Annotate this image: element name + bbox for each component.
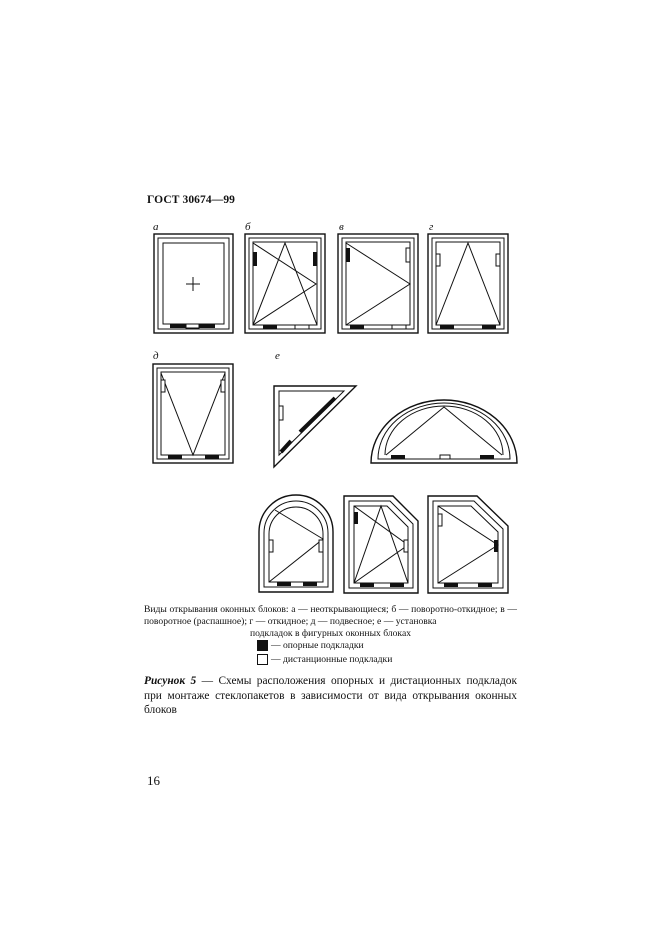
figure-number: Рисунок 5 <box>144 675 197 687</box>
legend-support <box>257 640 364 651</box>
legend-support-label: — опорные подкладки <box>271 640 364 651</box>
legend-distance-label: — дистанционные подкладки <box>271 654 393 665</box>
label-v: в <box>339 221 344 233</box>
diagram-d-hung <box>153 364 233 463</box>
legend-white-swatch <box>257 654 268 665</box>
legend-black-swatch <box>257 640 268 651</box>
diagram-e-semicircle <box>371 400 517 463</box>
diagram-g-tilt <box>428 234 508 333</box>
label-d: д <box>153 350 159 362</box>
diagram-b-tilt-turn <box>245 234 325 333</box>
figure-title: — Схемы расположения опорных и дистационных подкладок при монтаже стеклопакетов в зависимости от вида открывания оконных блоков <box>144 675 517 716</box>
label-g: г <box>429 221 434 233</box>
legend-distance <box>257 654 392 665</box>
label-e: е <box>275 350 280 362</box>
diagram-e-cut-corner-2 <box>428 496 508 593</box>
diagram-v-turn <box>338 234 418 333</box>
figure-description-text: Виды открывания оконных блоков: а — неоткрывающиеся; б — поворотно-откидное; в — поворотное (распашное); г — откидное; д — подвесное; е — установка <box>144 604 517 627</box>
figure-description-last-line: подкладок в фигурных оконных блоках <box>249 628 412 639</box>
diagram-a-fixed <box>154 234 233 333</box>
figure-description <box>144 604 517 640</box>
document-header: ГОСТ 30674—99 <box>147 194 236 206</box>
page-number: 16 <box>147 773 160 788</box>
figure-caption <box>144 674 517 718</box>
label-a: а <box>153 221 159 233</box>
diagram-e-arched <box>259 495 333 592</box>
label-b: б <box>245 221 251 233</box>
diagram-e-cut-corner-1 <box>344 496 418 593</box>
diagram-e-triangle <box>274 386 356 467</box>
